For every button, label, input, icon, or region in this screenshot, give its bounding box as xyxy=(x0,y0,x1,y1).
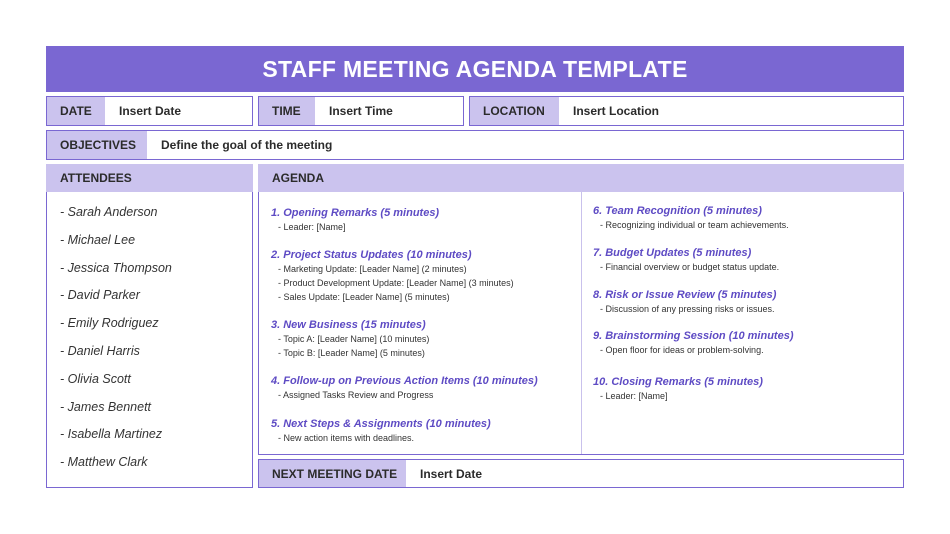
agenda-section xyxy=(593,288,776,316)
attendee-item: - Sarah Anderson xyxy=(60,205,158,219)
next-meeting-value[interactable]: Insert Date xyxy=(420,466,483,481)
agenda-subitem: - Marketing Update: [Leader Name] (2 minutes) xyxy=(278,264,467,274)
attendees-panel xyxy=(46,192,253,488)
attendee-item: - David Parker xyxy=(60,288,140,303)
attendees-header: ATTENDEES xyxy=(46,164,253,192)
agenda-subitem: - Leader: [Name] xyxy=(600,391,668,401)
agenda-section-heading: 4. Follow-up on Previous Action Items (10 minutes) xyxy=(271,375,538,387)
attendee-item: - Daniel Harris xyxy=(60,343,140,358)
agenda-subitem: - Topic A: [Leader Name] (10 minutes) xyxy=(278,334,430,344)
agenda-section-heading: 6. Team Recognition (5 minutes) xyxy=(593,205,762,217)
attendee-item: - James Bennett xyxy=(60,399,152,414)
agenda-section-heading: 5. Next Steps & Assignments (10 minutes) xyxy=(271,418,491,430)
location-value[interactable]: Insert Location xyxy=(573,104,660,118)
agenda-section-heading: 3. New Business (15 minutes) xyxy=(271,319,426,331)
agenda-section xyxy=(271,318,429,360)
agenda-section xyxy=(271,248,514,304)
agenda-subitem: - Assigned Tasks Review and Progress xyxy=(278,390,434,400)
time-label: TIME xyxy=(259,97,315,125)
attendee-item: - Michael Lee xyxy=(60,232,136,247)
agenda-column-divider xyxy=(581,192,582,454)
agenda-subitem: - Sales Update: [Leader Name] (5 minutes) xyxy=(278,292,450,302)
agenda-section-heading: 7. Budget Updates (5 minutes) xyxy=(593,247,752,259)
agenda-section-heading: 1. Opening Remarks (5 minutes) xyxy=(271,207,440,219)
attendee-item: - Emily Rodriguez xyxy=(60,316,159,331)
page-title: STAFF MEETING AGENDA TEMPLATE xyxy=(46,46,904,92)
time-value[interactable]: Insert Time xyxy=(329,104,393,118)
agenda-subitem: - Financial overview or budget status update. xyxy=(600,262,780,272)
attendee-item: - Jessica Thompson xyxy=(60,260,172,275)
attendee-item: - Olivia Scott xyxy=(60,371,131,386)
agenda-section-heading: 8. Risk or Issue Review (5 minutes) xyxy=(593,289,777,301)
location-label: LOCATION xyxy=(470,97,559,125)
agenda-subitem: - Open floor for ideas or problem-solving. xyxy=(600,345,764,355)
agenda-section xyxy=(271,206,439,234)
objectives-value[interactable]: Define the goal of the meeting xyxy=(161,138,333,152)
location-field[interactable] xyxy=(469,96,904,126)
objectives-label: OBJECTIVES xyxy=(47,131,147,159)
agenda-section xyxy=(271,374,538,402)
next-meeting-label: NEXT MEETING DATE xyxy=(259,460,406,487)
agenda-subitem: - Discussion of any pressing risks or issues. xyxy=(600,304,775,314)
agenda-section-heading: 9. Brainstorming Session (10 minutes) xyxy=(593,330,794,342)
agenda-subitem: - Topic B: [Leader Name] (5 minutes) xyxy=(278,348,425,358)
agenda-section xyxy=(593,204,789,232)
agenda-section-heading: 10. Closing Remarks (5 minutes) xyxy=(593,376,763,388)
agenda-section xyxy=(593,246,779,274)
agenda-subitem: - Recognizing individual or team achievements. xyxy=(600,220,789,230)
agenda-subitem: - New action items with deadlines. xyxy=(278,433,415,443)
date-field[interactable] xyxy=(46,96,253,126)
agenda-section xyxy=(593,329,794,357)
objectives-field[interactable] xyxy=(46,130,904,160)
attendee-item: - Matthew Clark xyxy=(60,455,148,470)
agenda-section xyxy=(593,375,763,403)
agenda-header: AGENDA xyxy=(258,164,904,192)
agenda-subitem: - Product Development Update: [Leader Name] (3 minutes) xyxy=(278,278,514,288)
attendee-item: - Isabella Martinez xyxy=(60,427,163,442)
attendees-list xyxy=(47,199,252,477)
agenda-subitem: - Leader: [Name] xyxy=(278,222,346,232)
date-value[interactable]: Insert Date xyxy=(119,104,182,118)
agenda-section xyxy=(271,417,491,445)
next-meeting-field[interactable] xyxy=(258,459,904,488)
time-field[interactable] xyxy=(258,96,464,126)
date-label: DATE xyxy=(47,97,105,125)
agenda-section-heading: 2. Project Status Updates (10 minutes) xyxy=(271,249,472,261)
